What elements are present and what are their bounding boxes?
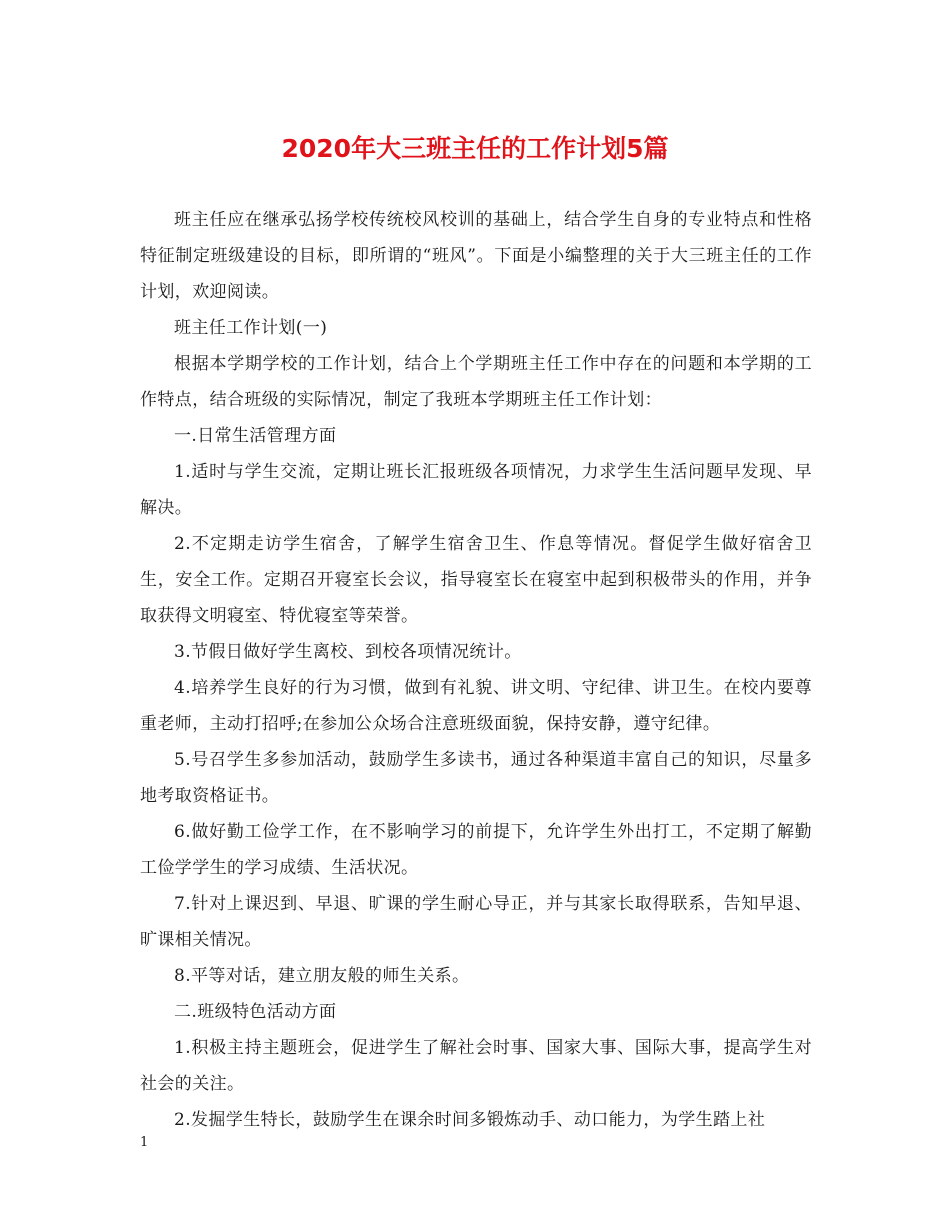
list-item-activity-2: 2.发掘学生特长，鼓励学生在课余时间多锻炼动手、动口能力，为学生踏上社: [174, 1110, 766, 1130]
subheading-daily-management: 一.日常生活管理方面: [174, 426, 337, 446]
paragraph-plan-overview: 根据本学期学校的工作计划，结合上个学期班主任工作中存在的问题和本学期的工作特点，结合班级的实际情况，制定了我班本学期班主任工作计划：: [140, 354, 812, 410]
subheading-class-activities: 二.班级特色活动方面: [174, 1002, 337, 1022]
list-item-daily-1: 1.适时与学生交流，定期让班长汇报班级各项情况，力求学生生活问题早发现、早解决。: [140, 462, 812, 518]
document-body: [140, 202, 812, 1138]
list-item-daily-4: 4.培养学生良好的行为习惯，做到有礼貌、讲文明、守纪律、讲卫生。在校内要尊重老师，主动打招呼;在参加公众场合注意班级面貌，保持安静，遵守纪律。: [140, 678, 812, 734]
list-item-activity-1: 1.积极主持主题班会，促进学生了解社会时事、国家大事、国际大事，提高学生对社会的关注。: [140, 1038, 812, 1094]
list-item-daily-8: 8.平等对话，建立朋友般的师生关系。: [174, 966, 470, 986]
section-heading-plan-one: 班主任工作计划(一): [174, 318, 328, 338]
list-item-daily-2: 2.不定期走访学生宿舍，了解学生宿舍卫生、作息等情况。督促学生做好宿舍卫生，安全工作。定期召开寝室长会议，指导寝室长在寝室中起到积极带头的作用，并争取获得文明寝室、特优寝室等荣誉。: [140, 534, 812, 626]
list-item-daily-6: 6.做好勤工俭学工作，在不影响学习的前提下，允许学生外出打工，不定期了解勤工俭学学生的学习成绩、生活状况。: [140, 822, 812, 878]
paragraph-intro: 班主任应在继承弘扬学校传统校风校训的基础上，结合学生自身的专业特点和性格特征制定班级建设的目标，即所谓的“班风”。下面是小编整理的关于大三班主任的工作计划，欢迎阅读。: [140, 210, 812, 302]
list-item-daily-3: 3.节假日做好学生离校、到校各项情况统计。: [174, 642, 522, 662]
list-item-daily-5: 5.号召学生多参加活动，鼓励学生多读书，通过各种渠道丰富自己的知识，尽量多地考取资格证书。: [140, 750, 812, 806]
page-number: 1: [140, 1135, 149, 1150]
list-item-daily-7: 7.针对上课迟到、早退、旷课的学生耐心导正，并与其家长取得联系，告知早退、旷课相关情况。: [140, 894, 812, 950]
document-title: 2020年大三班主任的工作计划5篇: [281, 134, 669, 163]
